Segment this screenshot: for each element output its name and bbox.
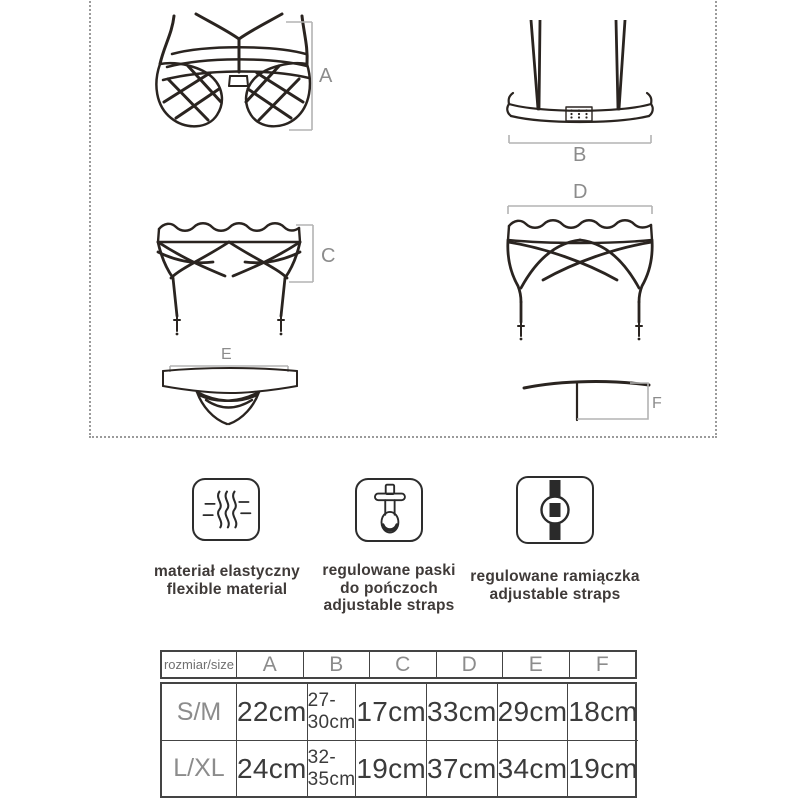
bra-front-diagram — [150, 12, 336, 136]
size-table-header-cell: F — [569, 652, 636, 677]
garter-belt-back-diagram — [503, 182, 657, 346]
size-table-header-cell: E — [502, 652, 569, 677]
wavy-lines-icon — [194, 480, 258, 539]
size-table-header-cell: C — [369, 652, 436, 677]
measure-bracket-c — [289, 225, 313, 282]
size-table-header-cell: rozmiar/size — [163, 657, 235, 672]
thong-back-drawing — [518, 372, 662, 426]
measurement-label-a: A — [319, 65, 333, 87]
panties-front-diagram — [160, 344, 300, 428]
measure-bracket-d — [508, 206, 652, 214]
garter-belt-front-diagram — [154, 219, 336, 345]
caption-line: materiał elastyczny — [154, 563, 300, 580]
adjustable-straps-card — [516, 476, 594, 544]
panties-front-drawing — [160, 344, 300, 428]
measure-bracket-b — [509, 135, 651, 143]
measurement-label-d: D — [573, 182, 588, 203]
size-table-header-cell: B — [303, 652, 370, 677]
measurement-label-c: C — [321, 245, 336, 267]
bra-back-diagram — [504, 20, 656, 162]
strap-adjuster-icon — [518, 478, 592, 542]
size-value-e: 34cm — [497, 740, 568, 796]
size-value-f: 19cm — [567, 740, 638, 796]
garter-belt-back-drawing — [503, 182, 657, 346]
measurement-label-e: E — [221, 346, 232, 363]
size-table-header-cell: D — [436, 652, 503, 677]
size-value-f: 18cm — [567, 684, 638, 740]
size-table — [160, 682, 637, 798]
size-value-b: 27-30cm — [307, 684, 356, 740]
size-row-label: S/M — [176, 697, 222, 726]
size-value-d: 37cm — [426, 740, 497, 796]
feature-caption-shoulder-straps — [445, 568, 665, 603]
adjustable-garter-card — [355, 478, 423, 542]
size-table-header-cell: A — [236, 652, 303, 677]
thong-back-diagram — [518, 372, 662, 426]
size-value-a: 22cm — [236, 684, 307, 740]
caption-line: regulowane ramiączka — [470, 568, 640, 585]
size-value-d: 33cm — [426, 684, 497, 740]
caption-line: regulowane paski — [322, 562, 456, 579]
caption-line: flexible material — [166, 580, 288, 598]
size-table-header — [160, 650, 637, 679]
flexible-material-card — [192, 478, 260, 541]
size-value-a: 24cm — [236, 740, 307, 796]
caption-line: adjustable straps — [323, 597, 455, 614]
feature-caption-flexible-material — [136, 563, 318, 598]
measurement-label-b: B — [573, 144, 587, 162]
size-value-e: 29cm — [497, 684, 568, 740]
garter-clips — [174, 316, 284, 331]
size-row-label: L/XL — [162, 740, 236, 796]
size-value-c: 17cm — [355, 684, 426, 740]
garter-belt-front-drawing — [154, 219, 336, 345]
caption-line: do pończoch — [340, 579, 438, 597]
bra-front-drawing — [150, 12, 336, 136]
size-value-c: 19cm — [355, 740, 426, 796]
caption-line: adjustable straps — [489, 585, 621, 603]
garter-clip-icon — [357, 480, 421, 540]
bra-back-drawing — [504, 20, 656, 162]
measurement-label-f: F — [652, 395, 662, 412]
garter-clips — [518, 322, 642, 336]
measure-bracket-f — [577, 383, 648, 419]
size-value-b: 32-35cm — [307, 740, 356, 796]
